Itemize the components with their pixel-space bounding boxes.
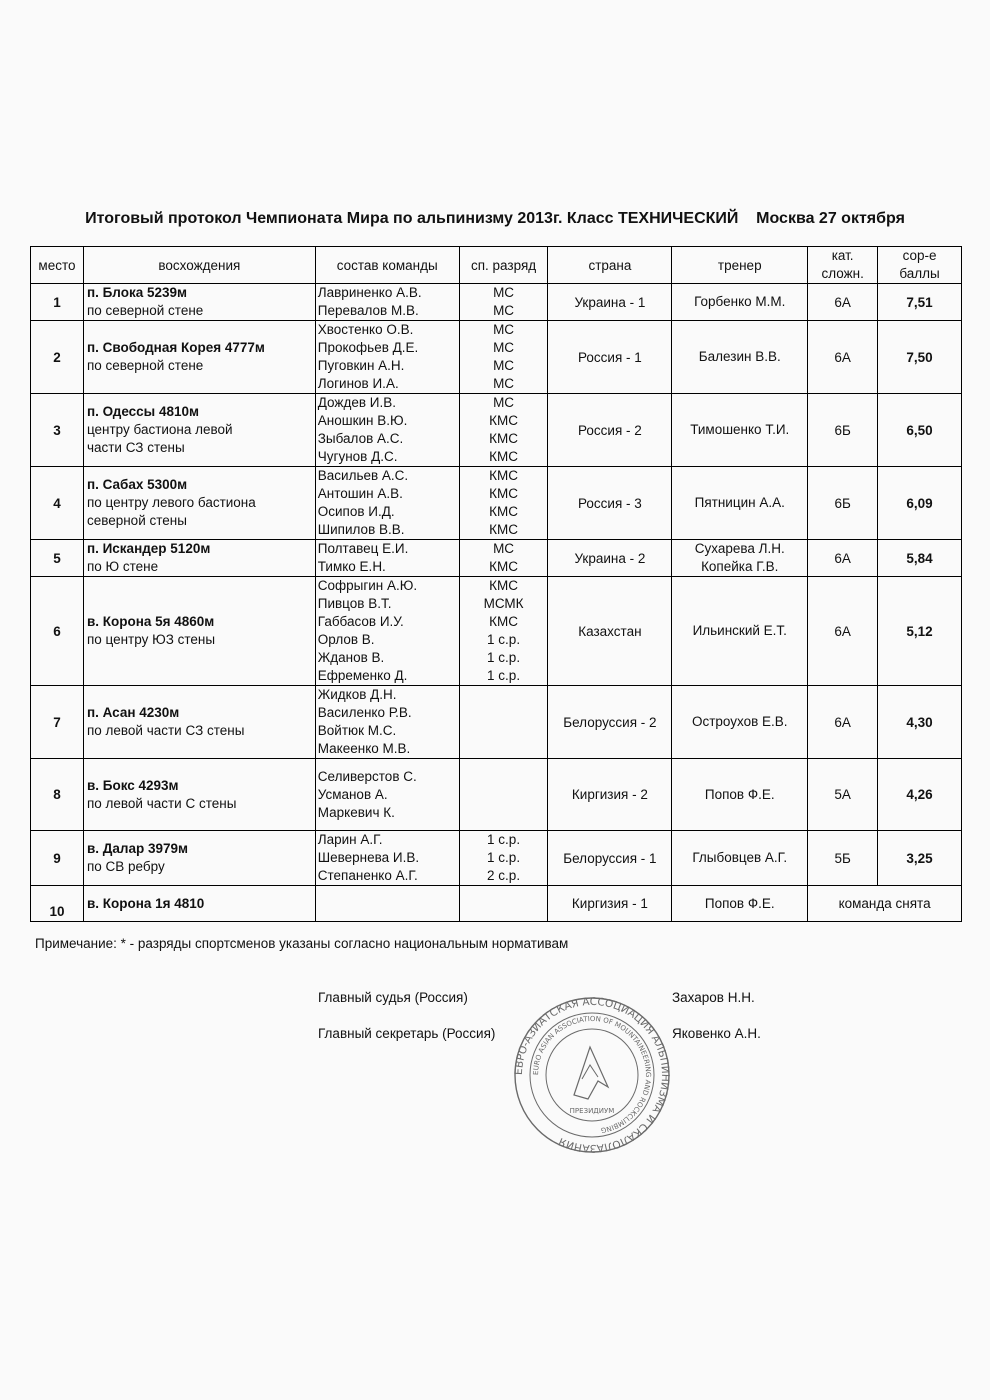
member-rank: КМС	[489, 468, 518, 483]
table-row	[31, 686, 962, 759]
team-member: Шипилов В.В.	[317, 522, 405, 537]
row-status: команда снята	[808, 886, 962, 922]
member-rank: МСМК	[483, 596, 524, 611]
row-score: 6,50	[878, 394, 962, 467]
row-score: 7,50	[878, 321, 962, 394]
row-country: Белоруссия - 2	[548, 686, 672, 759]
member-rank: МС	[493, 322, 515, 337]
header-score-line: сор-е	[902, 248, 937, 263]
ascent-route-line: северной стены	[86, 513, 187, 528]
row-category: 5Б	[808, 831, 878, 886]
chief-secretary-name: Яковенко А.Н.	[672, 1026, 761, 1041]
ascent-route-line: по центру ЮЗ стены	[86, 632, 216, 647]
team-member: Пивцов В.Т.	[317, 596, 392, 611]
member-rank: КМС	[489, 413, 518, 428]
results-table	[30, 246, 962, 922]
member-rank: МС	[493, 285, 515, 300]
association-stamp	[512, 995, 672, 1155]
table-row	[31, 759, 962, 831]
row-place: 6	[31, 577, 84, 686]
row-rank	[459, 394, 548, 467]
row-ascent	[83, 394, 315, 467]
row-score: 6,09	[878, 467, 962, 540]
header-category-line: кат.	[831, 248, 854, 263]
team-member: Антошин А.В.	[317, 486, 403, 501]
row-team	[315, 540, 459, 577]
header-place: место	[31, 247, 84, 284]
team-member: Перевалов М.В.	[317, 303, 419, 318]
team-member: Габбасов И.У.	[317, 614, 404, 629]
team-member: Дождев И.В.	[317, 395, 396, 410]
row-team	[315, 394, 459, 467]
team-member: Войтюк М.С.	[317, 723, 397, 738]
row-category: 6А	[808, 577, 878, 686]
row-place: 2	[31, 321, 84, 394]
row-place: 3	[31, 394, 84, 467]
member-rank: КМС	[489, 486, 518, 501]
chief-secretary-label: Главный секретарь (Россия)	[318, 1026, 496, 1041]
header-category-line: сложн.	[821, 266, 864, 281]
row-place: 8	[31, 759, 84, 831]
row-category: 6А	[808, 540, 878, 577]
team-member: Жидков Д.Н.	[317, 687, 397, 702]
row-team	[315, 686, 459, 759]
table-row	[31, 831, 962, 886]
row-coach	[672, 321, 808, 394]
header-ascent: восхождения	[83, 247, 315, 284]
ascent-route-line: по северной стене	[86, 303, 204, 318]
ascent-peak: в. Корона 5я 4860м	[86, 614, 215, 629]
stamp-inner-text: EURO ASIAN ASSOCIATION OF MOUNTAINEERING AND ROCKCLIMBING	[531, 1014, 653, 1135]
team-member: Пуговкин А.Н.	[317, 358, 405, 373]
ascent-peak: в. Бокс 4293м	[86, 777, 179, 793]
header-team: состав команды	[315, 247, 459, 284]
ascent-route-line: по СВ ребру	[86, 859, 165, 874]
chief-judge-label: Главный судья (Россия)	[318, 990, 468, 1005]
team-member: Шевернева И.В.	[317, 850, 420, 865]
member-rank: МС	[493, 541, 515, 556]
team-member: Чугунов Д.С.	[317, 449, 398, 464]
member-rank: КМС	[489, 614, 518, 629]
member-rank: КМС	[489, 559, 518, 574]
row-coach	[672, 886, 808, 922]
row-ascent	[83, 831, 315, 886]
ascent-route-line: части СЗ стены	[86, 440, 185, 455]
row-country: Россия - 3	[548, 467, 672, 540]
row-ascent	[83, 577, 315, 686]
team-member: Аношкин В.Ю.	[317, 413, 408, 428]
stamp-outer-text: ЕВРО-АЗИАТСКАЯ АССОЦИАЦИЯ АЛЬПИНИЗМА И СКАЛОЛАЗАНИЯ	[512, 995, 672, 1155]
row-category: 6Б	[808, 394, 878, 467]
header-country: страна	[548, 247, 672, 284]
row-team	[315, 886, 459, 922]
footnote: Примечание: * - разряды спортсменов указаны согласно национальным нормативам	[35, 936, 569, 951]
team-member: Ларин А.Г.	[317, 832, 383, 847]
team-member: Маркевич К.	[317, 804, 395, 820]
ascent-peak: в. Далар 3979м	[86, 841, 188, 856]
member-rank: КМС	[489, 431, 518, 446]
team-member: Зыбалов А.С.	[317, 431, 404, 446]
team-member: Селиверстов С.	[317, 768, 417, 784]
stamp-center-text: ПРЕЗИДИУМ	[569, 1107, 615, 1115]
row-rank	[459, 321, 548, 394]
member-rank: КМС	[489, 522, 518, 537]
row-country: Украина - 2	[548, 540, 672, 577]
ascent-route-line: по левой части СЗ стены	[86, 723, 245, 738]
ascent-peak: п. Искандер 5120м	[86, 541, 211, 556]
row-category: 6А	[808, 686, 878, 759]
member-rank: МС	[493, 303, 515, 318]
team-member: Софрыгин А.Ю.	[317, 578, 418, 593]
row-score: 5,12	[878, 577, 962, 686]
row-coach	[672, 284, 808, 321]
row-score: 7,51	[878, 284, 962, 321]
row-rank	[459, 686, 548, 759]
mountain-emblem-icon	[574, 1047, 608, 1099]
member-rank: 1 с.р.	[487, 650, 521, 665]
row-score: 3,25	[878, 831, 962, 886]
member-rank: 1 с.р.	[487, 832, 521, 847]
row-category: 6А	[808, 321, 878, 394]
row-place: 5	[31, 540, 84, 577]
ascent-peak: п. Свободная Корея 4777м	[86, 340, 265, 355]
ascent-route-line: по северной стене	[86, 358, 204, 373]
header-rank: сп. разряд	[459, 247, 548, 284]
chief-judge-name: Захаров Н.Н.	[672, 990, 755, 1005]
member-rank: 1 с.р.	[487, 632, 521, 647]
row-team	[315, 284, 459, 321]
ascent-peak: в. Корона 1я 4810	[86, 895, 205, 911]
ascent-route-line: по центру левого бастиона	[86, 495, 256, 510]
ascent-peak: п. Сабах 5300м	[86, 477, 188, 492]
row-coach	[672, 540, 808, 577]
coach-name: Остроухов Е.В.	[691, 714, 788, 729]
member-rank: КМС	[489, 504, 518, 519]
mountain-peak-icon	[582, 1065, 598, 1079]
coach-name: Балезин В.В.	[698, 349, 781, 364]
row-rank	[459, 467, 548, 540]
document-title: Итоговый протокол Чемпионата Мира по альпинизму 2013г. Класс ТЕХНИЧЕСКИЙ Москва 27 октября	[85, 210, 905, 227]
row-place: 4	[31, 467, 84, 540]
coach-name: Попов Ф.Е.	[704, 786, 775, 802]
member-rank: МС	[493, 395, 515, 410]
coach-name: Ильинский Е.Т.	[692, 623, 787, 638]
table-row	[31, 284, 962, 321]
row-ascent	[83, 321, 315, 394]
row-country: Казахстан	[548, 577, 672, 686]
row-category: 6А	[808, 284, 878, 321]
member-rank: МС	[493, 340, 515, 355]
row-coach	[672, 467, 808, 540]
row-team	[315, 577, 459, 686]
row-country: Киргизия - 2	[548, 759, 672, 831]
header-score-line: баллы	[899, 266, 940, 281]
table-row	[31, 394, 962, 467]
team-member: Лавриненко А.В.	[317, 285, 422, 300]
table-row	[31, 577, 962, 686]
team-member: Ефременко Д.	[317, 668, 408, 683]
member-rank: КМС	[489, 578, 518, 593]
row-rank	[459, 284, 548, 321]
row-rank	[459, 540, 548, 577]
team-member: Орлов В.	[317, 632, 375, 647]
row-country: Украина - 1	[548, 284, 672, 321]
ascent-peak: п. Блока 5239м	[86, 285, 187, 300]
row-team	[315, 759, 459, 831]
coach-name: Копейка Г.В.	[701, 559, 779, 574]
ascent-route-line: по Ю стене	[86, 559, 159, 574]
team-member: Тимко Е.Н.	[317, 559, 386, 574]
row-coach	[672, 759, 808, 831]
header-score	[878, 247, 962, 284]
member-rank: 1 с.р.	[487, 850, 521, 865]
row-team	[315, 467, 459, 540]
row-ascent	[83, 886, 315, 922]
row-score: 4,26	[878, 759, 962, 831]
row-country: Россия - 1	[548, 321, 672, 394]
header-coach: тренер	[672, 247, 808, 284]
team-member: Усманов А.	[317, 786, 388, 802]
coach-name: Пятницин А.А.	[694, 495, 785, 510]
row-country: Россия - 2	[548, 394, 672, 467]
row-coach	[672, 577, 808, 686]
team-member: Жданов В.	[317, 650, 385, 665]
row-rank	[459, 759, 548, 831]
member-rank: МС	[493, 358, 515, 373]
row-rank	[459, 831, 548, 886]
row-ascent	[83, 540, 315, 577]
coach-name: Попов Ф.Е.	[704, 895, 775, 911]
table-row	[31, 886, 962, 922]
team-member: Осипов И.Д.	[317, 504, 395, 519]
member-rank: 2 с.р.	[487, 868, 521, 883]
table-header-row	[31, 247, 962, 284]
member-rank: КМС	[489, 449, 518, 464]
header-category	[808, 247, 878, 284]
row-team	[315, 321, 459, 394]
row-score: 5,84	[878, 540, 962, 577]
team-member: Хвостенко О.В.	[317, 322, 414, 337]
table-row	[31, 540, 962, 577]
coach-name: Горбенко М.М.	[694, 294, 786, 309]
row-place: 9	[31, 831, 84, 886]
row-coach	[672, 831, 808, 886]
team-member: Макеенко М.В.	[317, 741, 411, 756]
ascent-peak: п. Асан 4230м	[86, 705, 180, 720]
row-place: 10	[31, 886, 84, 922]
team-member: Логинов И.А.	[317, 376, 399, 391]
row-team	[315, 831, 459, 886]
row-ascent	[83, 686, 315, 759]
row-ascent	[83, 467, 315, 540]
table-row	[31, 467, 962, 540]
row-coach	[672, 686, 808, 759]
row-country: Киргизия - 1	[548, 886, 672, 922]
coach-name: Сухарева Л.Н.	[694, 541, 785, 556]
table-row	[31, 321, 962, 394]
row-rank	[459, 886, 548, 922]
team-member: Полтавец Е.И.	[317, 541, 409, 556]
ascent-peak: п. Одессы 4810м	[86, 404, 199, 419]
table-body	[31, 284, 962, 922]
row-category: 6Б	[808, 467, 878, 540]
row-ascent	[83, 284, 315, 321]
row-coach	[672, 394, 808, 467]
team-member: Васильев А.С.	[317, 468, 409, 483]
coach-name: Глыбовцев А.Г.	[692, 850, 788, 865]
ascent-route-line: по левой части С стены	[86, 795, 237, 811]
row-place: 7	[31, 686, 84, 759]
row-rank	[459, 577, 548, 686]
team-member: Степаненко А.Г.	[317, 868, 418, 883]
row-ascent	[83, 759, 315, 831]
row-place: 1	[31, 284, 84, 321]
member-rank: 1 с.р.	[487, 668, 521, 683]
member-rank: МС	[493, 376, 515, 391]
row-country: Белоруссия - 1	[548, 831, 672, 886]
team-member: Прокофьев Д.Е.	[317, 340, 419, 355]
ascent-route-line: центру бастиона левой	[86, 422, 233, 437]
row-category: 5А	[808, 759, 878, 831]
team-member: Василенко Р.В.	[317, 705, 412, 720]
coach-name: Тимошенко Т.И.	[690, 422, 790, 437]
row-score: 4,30	[878, 686, 962, 759]
